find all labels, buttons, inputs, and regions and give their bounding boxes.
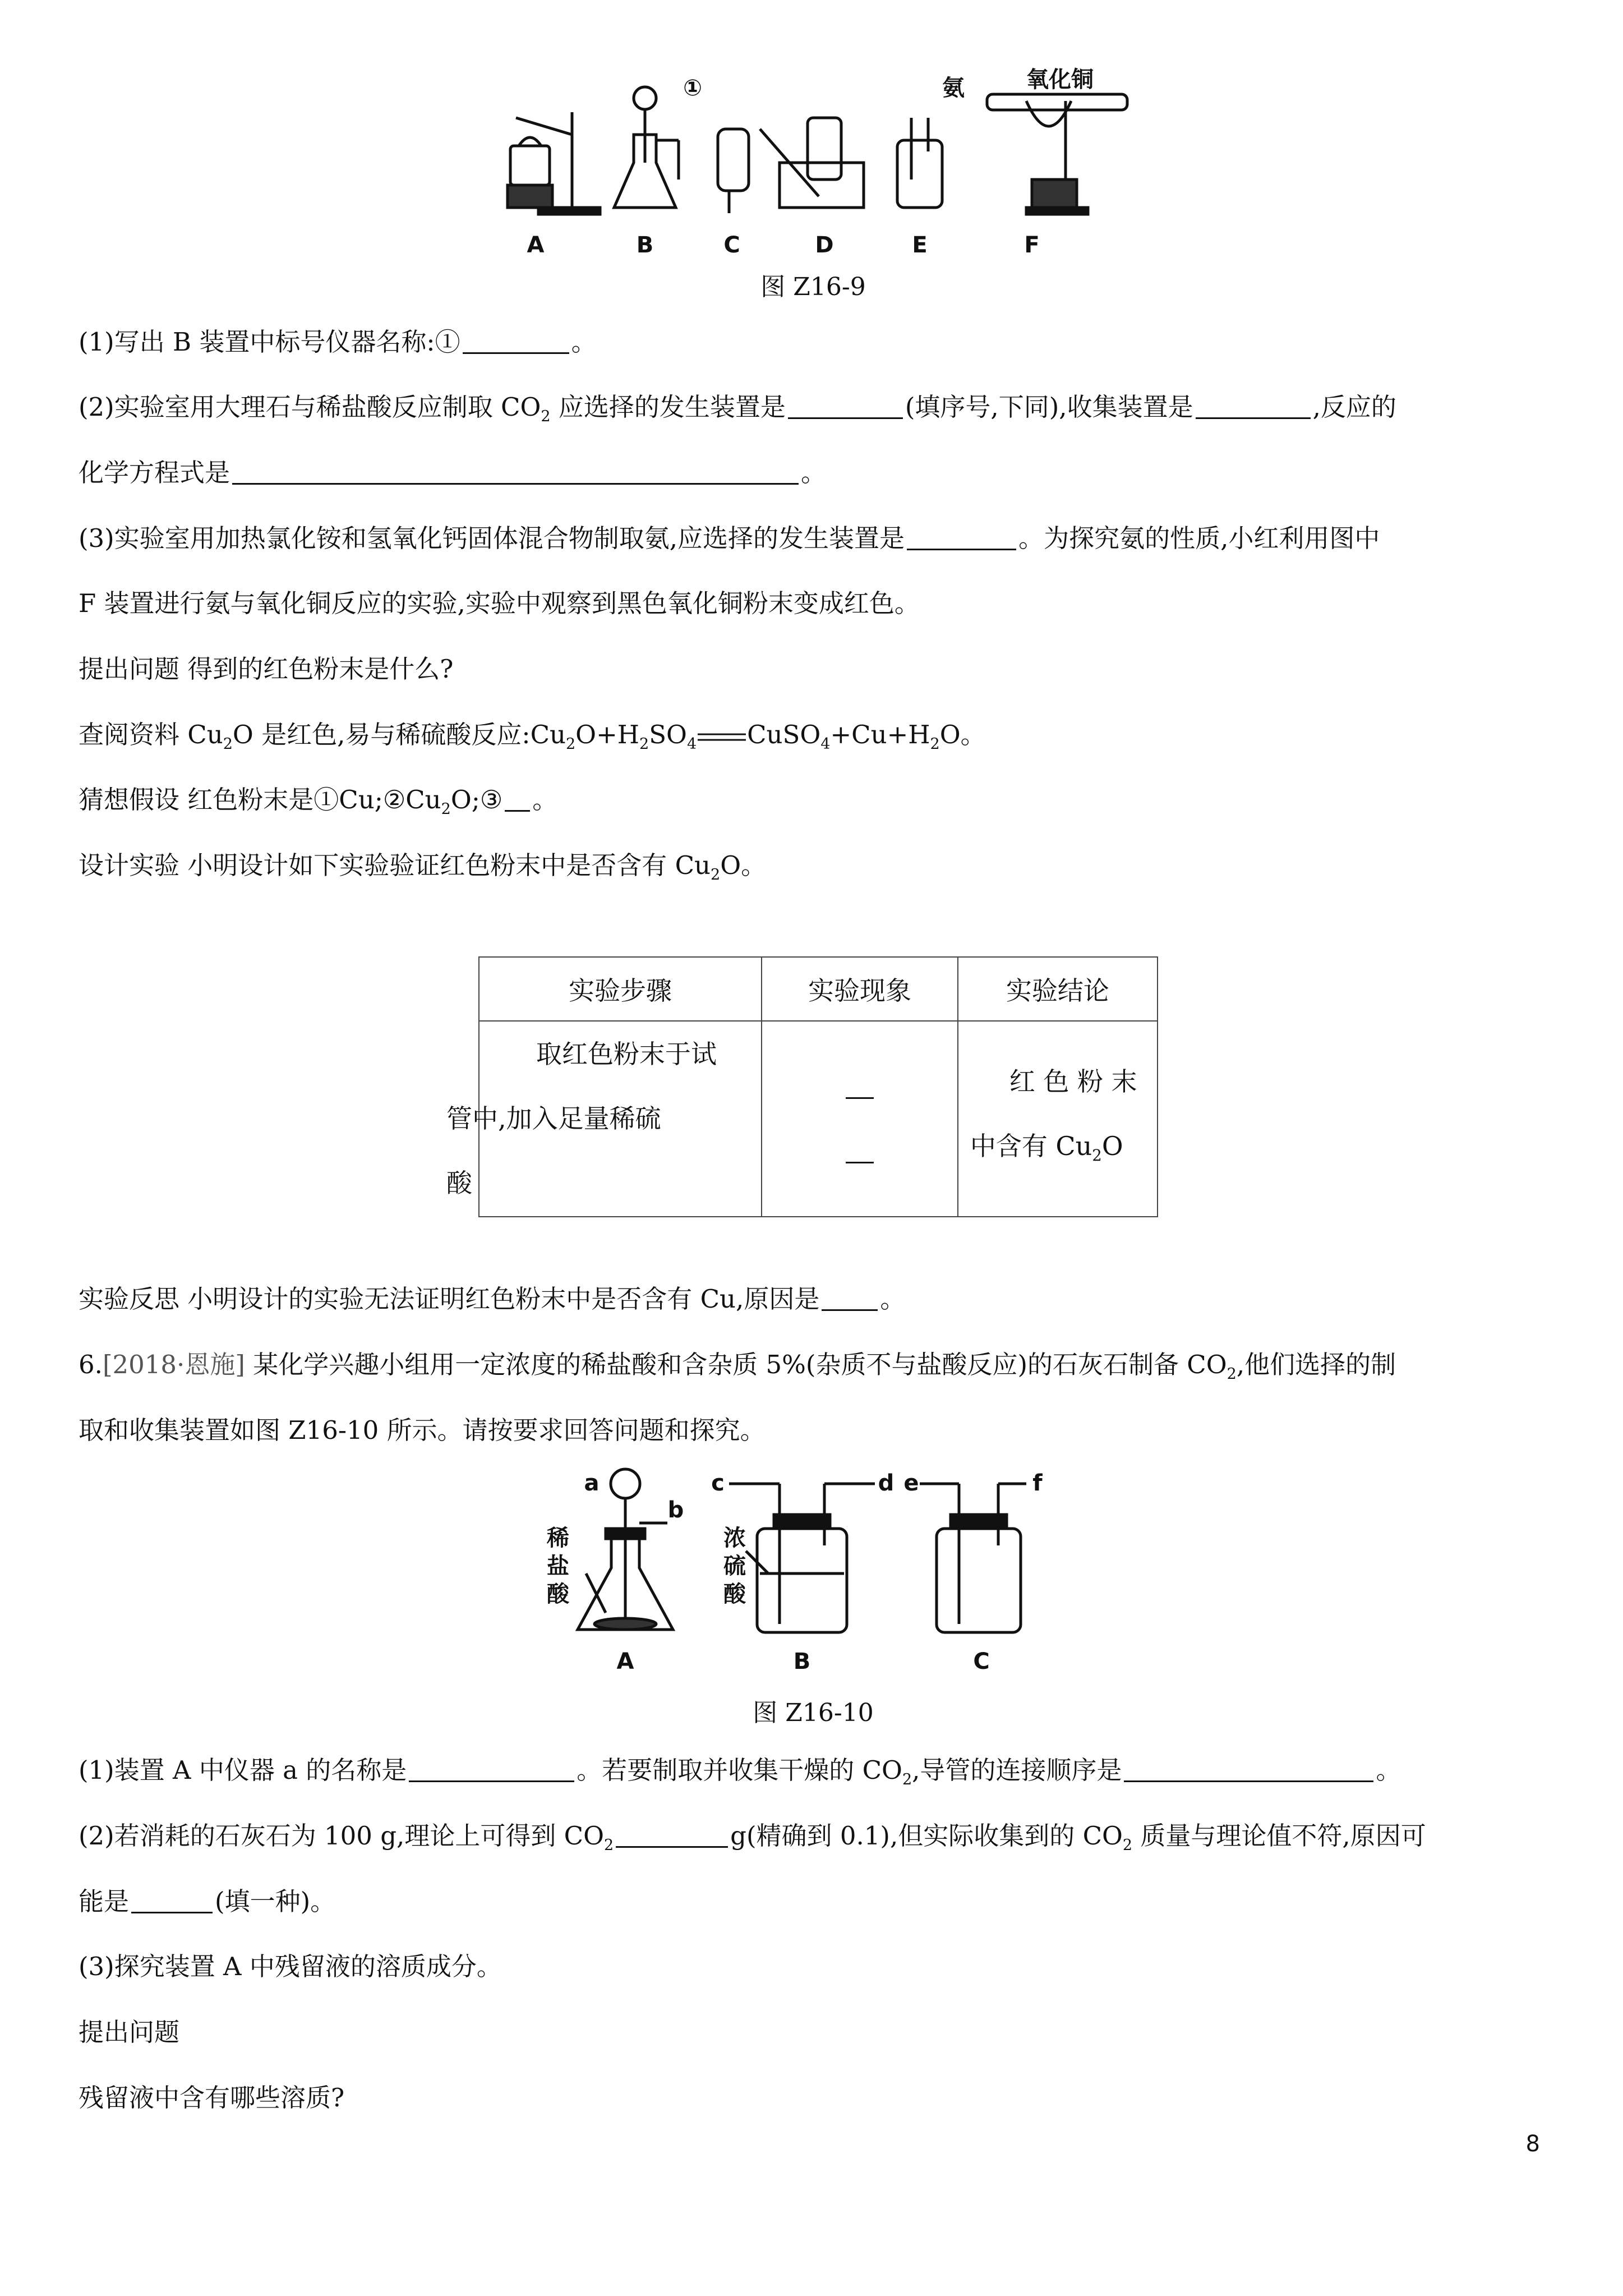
q5-part2-line2: 化学方程式是 。 <box>79 458 827 487</box>
q6-part2-line1: (2)若消耗的石灰石为 100 g,理论上可得到 $CO_2$ g(精确到 0.1),但实际收集到的 $CO_2$ 质量与理论值不符,原因可 <box>79 1821 1426 1854</box>
acid-a-char-2: 盐 <box>547 1553 569 1579</box>
q5-part2-line1: (2)实验室用大理石与稀盐酸反应制取 $CO_2$ 应选择的发生装置是 (填序号,下同),收集装置是 ,反应的 <box>79 392 1396 425</box>
table-header-phenomenon: 实验现象 <box>762 957 958 1021</box>
q6-source: [2018·恩施] <box>102 1350 245 1379</box>
table-cell-phenomenon <box>762 1021 958 1217</box>
acid-b-char-2: 硫 <box>723 1553 746 1579</box>
q5-reference: 查阅资料 $Cu_2O$ 是红色,易与稀硫酸反应$:Cu_2O+H_2SO_4$ $CuSO_4+Cu+H_2O$。 <box>79 720 986 753</box>
q6-part1: (1)装置 A 中仪器 a 的名称是 。若要制取并收集干燥的 $CO_2$,导管的连接顺序是 。 <box>79 1755 1401 1788</box>
fig1-label-f: F <box>1024 232 1040 258</box>
q5-design: 设计实验 小明设计如下实验验证红色粉末中是否含有 $Cu_2O$。 <box>79 850 767 884</box>
apparatus-figure-z16-10 <box>533 1461 1082 1686</box>
figure1-caption: 图 Z16-9 <box>760 273 866 301</box>
acid-a-char-1: 稀 <box>547 1525 569 1551</box>
q5-part3-line1: (3)实验室用加热氯化铵和氢氧化钙固体混合物制取氨,应选择的发生装置是 。为探究氨的性质,小红利用图中 <box>79 523 1380 553</box>
fig1-ammonia-label: 氨 <box>942 75 965 101</box>
port-c: c <box>711 1470 725 1496</box>
port-d: d <box>878 1470 895 1496</box>
apparatus-b-drying-bottle <box>729 1484 875 1632</box>
fig1-label-e: E <box>912 232 928 258</box>
q6-question-title: 提出问题 <box>79 2017 180 2047</box>
page-number: 8 <box>1525 2131 1540 2157</box>
apparatus-e-bottle <box>897 118 942 208</box>
q5-question: 提出问题 得到的红色粉末是什么? <box>79 654 454 684</box>
apparatus-c-collector <box>718 129 749 213</box>
q6-part2-line2: 能是 (填一种)。 <box>79 1887 336 1916</box>
apparatus-figure-z16-9 <box>494 67 1144 258</box>
fig1-label-a: A <box>527 232 545 258</box>
q6-intro-line2: 取和收集装置如图 Z16-10 所示。请按要求回答问题和探究。 <box>79 1415 766 1445</box>
port-f: f <box>1032 1470 1043 1496</box>
port-e: e <box>903 1470 919 1496</box>
q5-hypothesis: 猜想假设 红色粉末是$①Cu;②Cu_2O;③$ 。 <box>79 785 558 818</box>
fig1-label-c: C <box>723 232 740 258</box>
figure2-caption: 图 Z16-10 <box>753 1699 874 1727</box>
table-header-step: 实验步骤 <box>479 957 762 1021</box>
apparatus-a-heating-tube <box>508 112 600 214</box>
fig2-label-b: B <box>793 1649 811 1674</box>
table-cell-conclusion: 红 色 粉 末 中含有 $Cu_2O$ <box>958 1021 1158 1217</box>
table-cell-step: 取红色粉末于试 管中,加入足量稀硫 酸 <box>479 1021 762 1217</box>
fig1-label-d: D <box>815 232 834 258</box>
experiment-table <box>446 956 1158 1217</box>
q6-part3: (3)探究装置 A 中残留液的溶质成分。 <box>79 1952 502 1981</box>
apparatus-f-combustion-tube <box>987 94 1127 214</box>
q5-reflection: 实验反思 小明设计的实验无法证明红色粉末中是否含有 Cu,原因是 。 <box>79 1284 906 1314</box>
apparatus-c-collecting-bottle <box>920 1484 1026 1632</box>
port-a: a <box>584 1470 600 1496</box>
fig2-label-c: C <box>973 1649 990 1674</box>
fig2-label-a: A <box>616 1649 634 1674</box>
acid-a-char-3: 酸 <box>547 1581 569 1607</box>
apparatus-b-flask <box>614 87 679 208</box>
acid-b-char-3: 酸 <box>723 1581 746 1607</box>
q5-part1: (1)写出 B 装置中标号仪器名称:① 。 <box>79 327 597 357</box>
q6-question-body: 残留液中含有哪些溶质? <box>79 2083 345 2113</box>
fig1-copper-oxide-label: 氧化铜 <box>1026 67 1094 93</box>
q5-part3-line2: F 装置进行氨与氧化铜反应的实验,实验中观察到黑色氧化铜粉末变成红色。 <box>79 588 920 618</box>
acid-b-char-1: 浓 <box>723 1525 746 1551</box>
port-b: b <box>667 1497 684 1523</box>
q6-intro-line1: 6.[2018·恩施] 某化学兴趣小组用一定浓度的稀盐酸和含杂质 5%(杂质不与盐酸反应)的石灰石制备 $CO_2$,他们选择的制 <box>79 1350 1396 1383</box>
fig1-marker: ① <box>683 75 702 101</box>
fig1-label-b: B <box>636 232 654 258</box>
apparatus-d-water-trough <box>760 118 864 208</box>
table-header-conclusion: 实验结论 <box>958 957 1158 1021</box>
reaction-equals-sign <box>697 729 747 746</box>
